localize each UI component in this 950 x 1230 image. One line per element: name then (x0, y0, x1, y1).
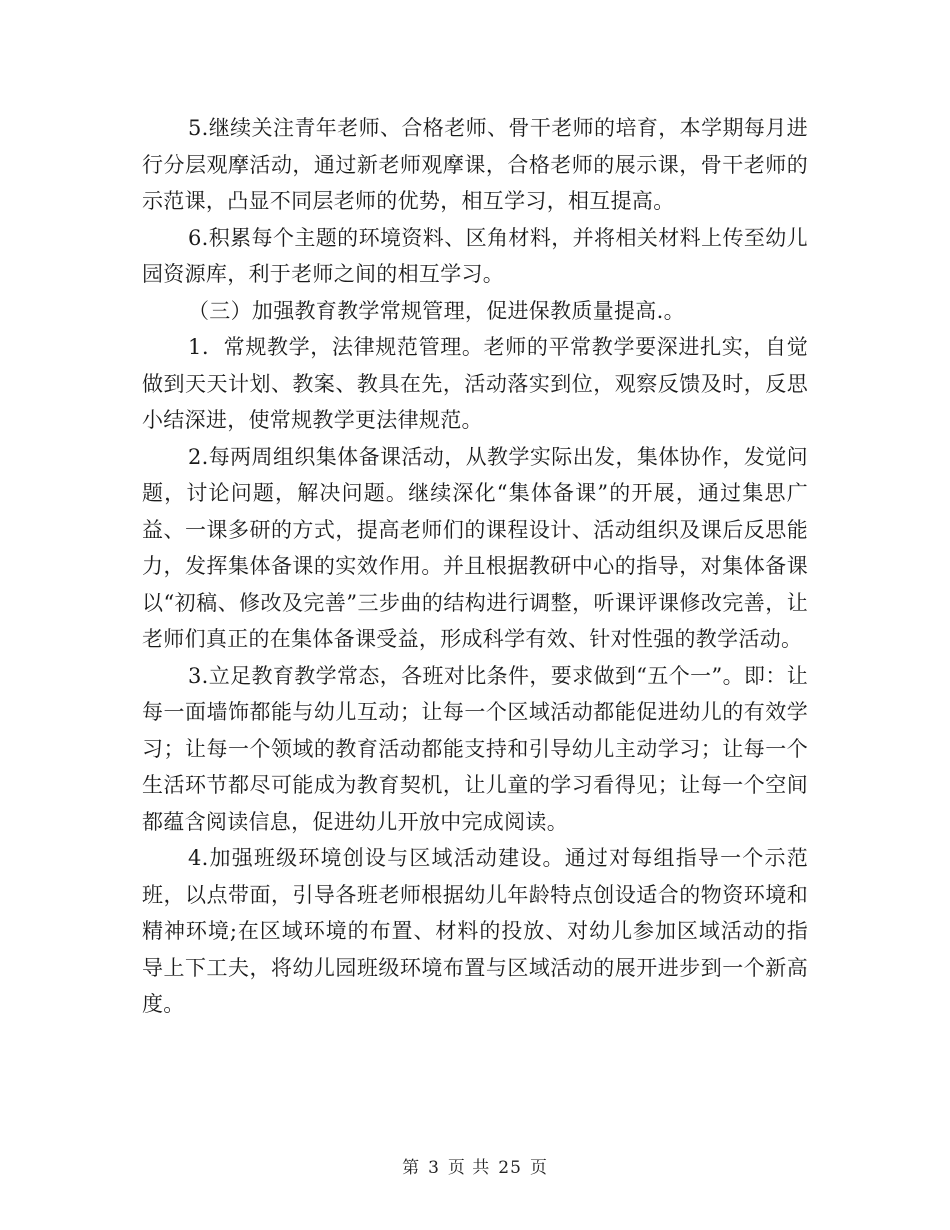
document-body (142, 110, 808, 1023)
footer-middle: 页 共 (447, 1158, 491, 1178)
footer-prefix: 第 (402, 1158, 421, 1178)
paragraph-3-five-ones: 3.立足教育教学常态，各班对比条件，要求做到“五个一”。即：让每一面墙饰都能与幼儿互动；让每一个区域活动都能促进幼儿的有效学习；让每一个领域的教育活动都能支持和引导幼儿主动学习；让每一个生活环节都尽可能成为教育契机，让儿童的学习看得见；让每一个空间都蕴含阅读信息，促进幼儿开放中完成阅读。 (142, 663, 808, 834)
paragraph-1-routine-teaching: 1．常规教学，法律规范管理。老师的平常教学要深进扎实，自觉做到天天计划、教案、教具在先，活动落实到位，观察反馈及时，反思小结深进，使常规教学更法律规范。 (142, 335, 808, 432)
paragraph-5-teacher-training: 5.继续关注青年老师、合格老师、骨干老师的培育，本学期每月进行分层观摩活动，通过新老师观摩课，合格老师的展示课，骨干老师的示范课，凸显不同层老师的优势，相互学习，相互提高。 (142, 116, 808, 213)
footer-suffix: 页 (529, 1158, 548, 1178)
footer-current-page: 3 (428, 1158, 440, 1178)
paragraph-4-class-environment: 4.加强班级环境创设与区域活动建设。通过对每组指导一个示范班，以点带面，引导各班老师根据幼儿年龄特点创设适合的物资环境和精神环境;在区域环境的布置、材料的投放、对幼儿参加区域活动的指导上下工夫，将幼儿园班级环境布置与区域活动的展开进步到一个新高度。 (142, 846, 808, 1016)
footer-total-pages: 25 (498, 1158, 522, 1178)
page-footer (0, 1153, 950, 1178)
section-heading-3: （三）加强教育教学常规管理，促进保教质量提高.。 (188, 298, 685, 323)
paragraph-6-resource-library: 6.积累每个主题的环境资料、区角材料，并将相关材料上传至幼儿园资源库，利于老师之间的相互学习。 (142, 225, 808, 286)
paragraph-2-collective-lesson-prep: 2.每两周组织集体备课活动，从教学实际出发，集体协作，发觉问题，讨论问题，解决问题。继续深化“集体备课”的开展，通过集思广益、一课多研的方式，提高老师们的课程设计、活动组织及课后反思能力，发挥集体备课的实效作用。并且根据教研中心的指导，对集体备课以“初稿、修改及完善”三步曲的结构进行调整，听课评课修改完善，让老师们真正的在集体备课受益，形成科学有效、针对性强的教学活动。 (142, 444, 808, 651)
